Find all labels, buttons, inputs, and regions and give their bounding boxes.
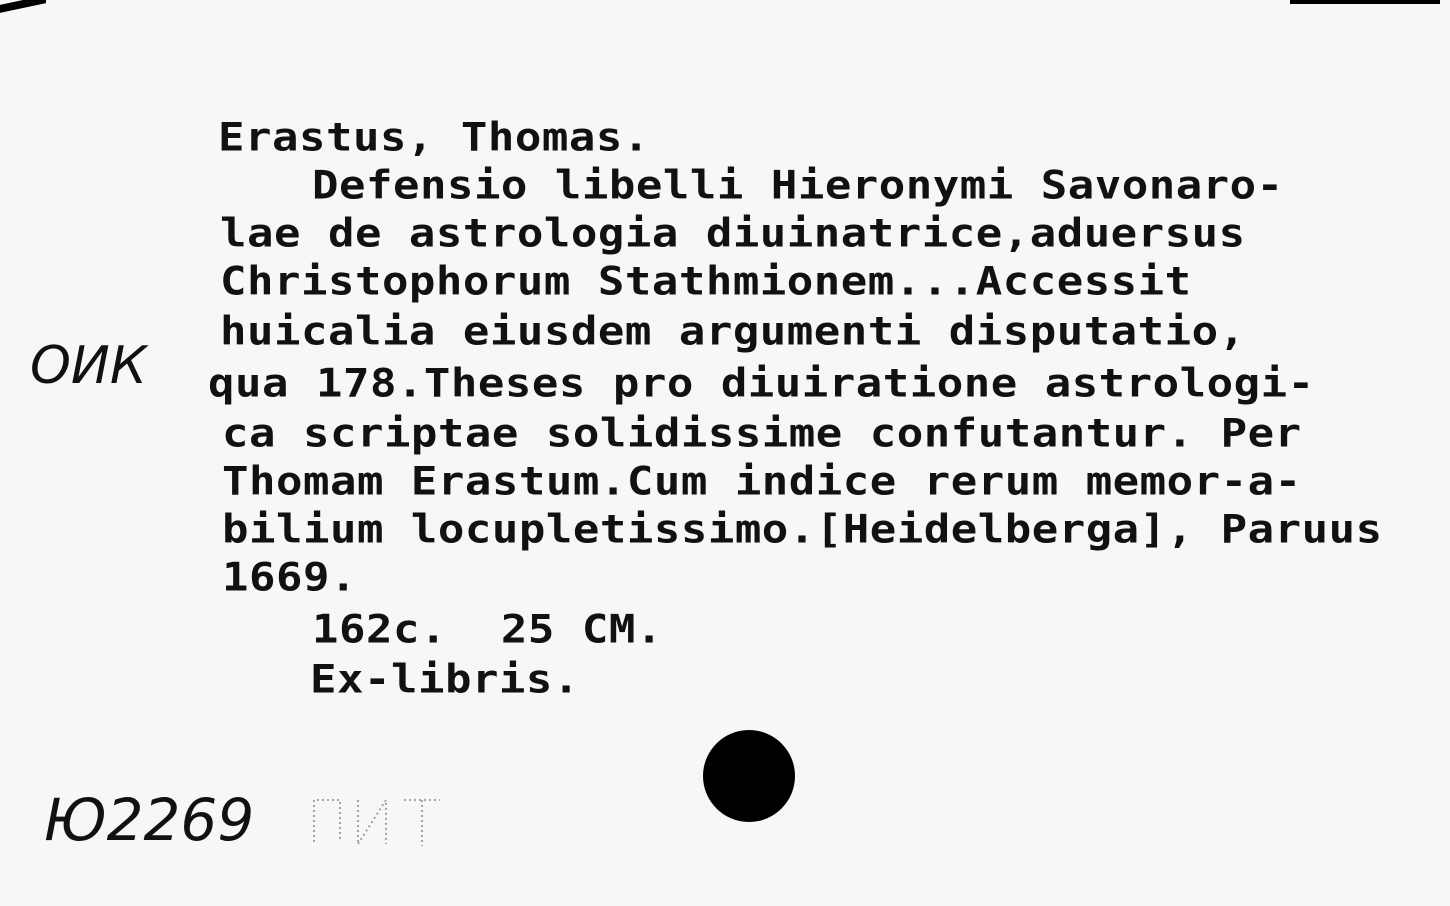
entry-line-author: Erastus, Thomas. (218, 114, 650, 161)
entry-line-title-3: Christophorum Stathmionem...Accessit (220, 258, 1192, 305)
entry-line-title-7: Thomam Erastum.Cum indice rerum memor-a- (222, 458, 1302, 505)
scan-edge-mark-right (1290, 0, 1440, 4)
inventory-number: Ю2269 (44, 786, 255, 854)
entry-line-title-1: Defensio libelli Hieronymi Savonaro- (312, 162, 1284, 209)
entry-line-title-4: huicalia eiusdem argumenti disputatio, (220, 308, 1246, 355)
punch-hole (703, 730, 795, 822)
entry-line-collation: 162c. 25 CM. (312, 606, 663, 653)
library-stamp (300, 782, 460, 862)
entry-line-title-2: lae de astrologia diuinatrice,aduersus (220, 210, 1246, 257)
entry-line-note: Ex-libris. (310, 656, 580, 703)
entry-line-year: 1669. (222, 554, 357, 601)
entry-line-title-8: bilium locupletissimo.[Heidelberga], Paruus (222, 506, 1383, 553)
entry-line-title-5: qua 178.Theses pro diuiratione astrologi- (208, 360, 1315, 407)
entry-line-title-6: ca scriptae solidissime confutantur. Per (222, 410, 1302, 457)
collection-mark: ОИК (30, 336, 147, 396)
scan-edge-mark-left (0, 0, 46, 13)
